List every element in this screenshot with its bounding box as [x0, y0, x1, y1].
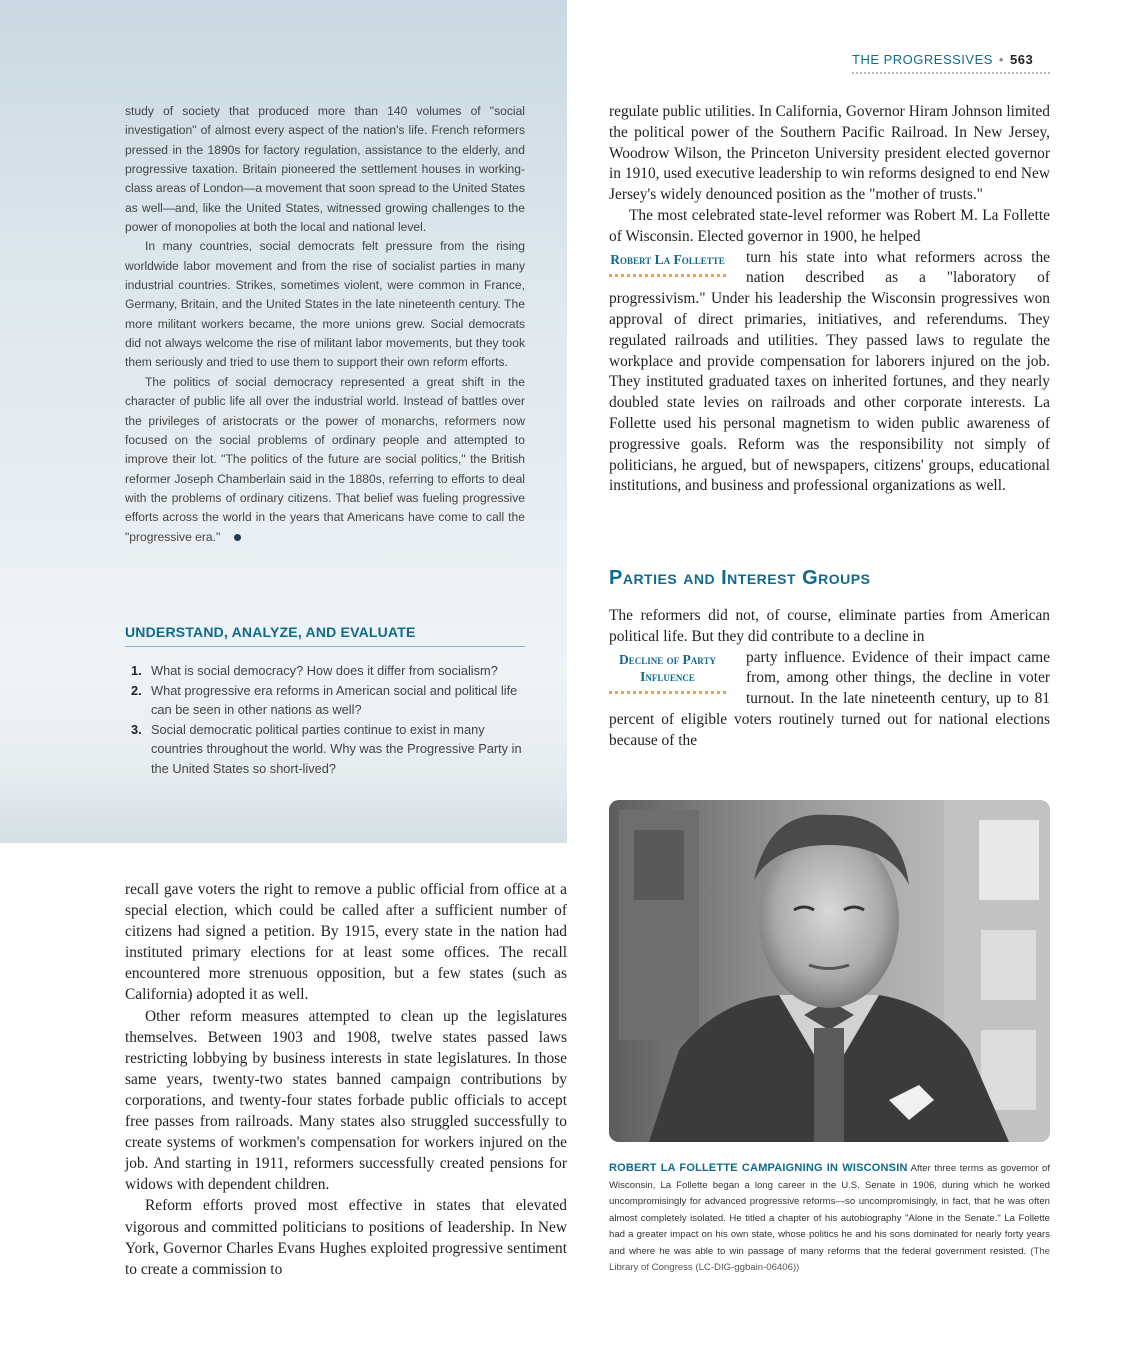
body-paragraph: Reform efforts proved most effective in states that elevated vigorous and committed politicians to positions of leadership. In New York, Governor Charles Evans Hughes exploited progressive sentiment to create a commission to: [125, 1197, 567, 1278]
end-of-feature-bullet: [234, 534, 241, 541]
question-item: [125, 720, 525, 779]
margin-note-la-follette: Robert La Follette: [609, 251, 726, 277]
body-paragraph-text: party influence. Evidence of their impact came from, among other things, the decline in voter turnout. In the late nineteenth century, up to 81 percent of eligible voters routinely turned out for national elections because of the: [609, 648, 1050, 749]
body-paragraph: Other reform measures attempted to clean up the legislatures themselves. Between 1903 and 1908, twelve states passed laws restricting lobbying by business interests in state legislatures. In those same years, twenty-two states banned campaign contributions by corporations, and twenty-four states forbade public officials to accept free passes from railroads. Many states also struggled successfully to create systems of workmen's compensation for workers injured on the job. And starting in 1911, reformers successfully created pensions for widows with dependent children.: [125, 1007, 567, 1194]
photo-illustration: [609, 800, 1050, 1142]
sidebar-feature-text: [125, 102, 525, 547]
running-head: [852, 52, 1052, 67]
sidebar-paragraph-text: The politics of social democracy represented a great shift in the character of public life all over the industrial world. Instead of battles over the privileges of aristocrats or the power of monarchs, reformers now focused on the social problems of ordinary people and attempted to improve their lot. "The politics of the future are social politics," the British reformer Joseph Chamberlain said in the 1880s, referring to efforts to deal with the problems of ordinary citizens. That belief was fueling progressive efforts across the world in the years that Americans have come to call the "progressive era.": [125, 374, 525, 544]
caption-text: After three terms as governor of Wisconsin, La Follette began a long career in the U.S. Senate in 1906, during which he worked uncompromisingly for advanced progressive reforms—so uncompromisingly, in fact, that he was often almost completely isolated. He titled a chapter of his autobiography "Alone in the Senate." La Follette had a greater impact on his own state, whose politics he and his sons dominated for nearly forty years and where he was able to win passage of many reforms that the federal government resisted.: [609, 1163, 1051, 1257]
page-number: 563: [1009, 52, 1034, 67]
photo-caption: [609, 1160, 1050, 1277]
question-number: 1.: [131, 663, 142, 678]
body-paragraph: regulate public utilities. In California, Governor Hiram Johnson limited the political power of the Southern Pacific Railroad. In New Jersey, Woodrow Wilson, the Princeton University president elected governor in 1910, used executive leadership to win reforms designed to end New Jersey's widely denounced position as the "mother of trusts.": [609, 103, 1050, 204]
body-paragraph: [609, 648, 1050, 752]
question-number: 2.: [131, 682, 142, 698]
question-number: 3.: [131, 721, 142, 737]
body-paragraph: [609, 248, 1050, 498]
body-paragraph: The reformers did not, of course, eliminate parties from American political life. But they did contribute to a decline in: [609, 607, 1050, 645]
question-text: Social democratic political parties continue to exist in many countries throughout the world. Why was the Progressive Party in the United States so short-lived?: [151, 721, 522, 776]
review-questions: [125, 661, 525, 778]
question-text: What progressive era reforms in American social and political life can be seen in other nations as well?: [151, 682, 518, 717]
review-heading: UNDERSTAND, ANALYZE, AND EVALUATE: [125, 624, 416, 640]
caption-credit: (The Library of Congress (LC-DIG-ggbain-06406)): [609, 1245, 1050, 1273]
running-head-rule: [852, 72, 1050, 74]
sidebar-paragraph: study of society that produced more than 140 volumes of "social investigation" of almost every aspect of the nation's life. French reformers pressed in the 1890s for factory regulation, assistance to the elderly, and progressive taxation. Britain pioneered the settlement houses in working-class areas of London—a movement that soon spread to the United States as well—and, like the United States, witnessed growing challenges to the power of monopolies at both the local and national level.: [125, 104, 526, 235]
question-item: [125, 681, 525, 720]
right-column-text-2: [609, 606, 1050, 752]
margin-note-party-influence: Decline of Party Influence: [609, 651, 726, 694]
caption-title: ROBERT LA FOLLETTE CAMPAIGNING IN WISCONSIN: [609, 1162, 908, 1174]
body-paragraph-text: turn his state into what reformers across the nation described as a "laboratory of progressivism." Under his leadership the Wisconsin progressives won approval of direct primaries, initiatives, and referendums. They regulated railroads and utilities. They passed laws to regulate the workplace and provide compensation for laborers injured on the job. They instituted graduated taxes on inherited fortunes, and they nearly doubled state levies on railroads and other corporate interests. La Follette used his personal magnetism to widen public awareness of progressive goals. Reform was the responsibility not simply of politicians, he argued, but of newspapers, citizens' groups, educational institutions, and business and professional organizations as well.: [609, 248, 1050, 495]
sidebar-paragraph: [125, 373, 525, 547]
section-heading: Parties and Interest Groups: [609, 567, 871, 589]
separator-dot: •: [998, 52, 1004, 67]
body-paragraph: The most celebrated state-level reformer was Robert M. La Follette of Wisconsin. Elected governor in 1900, he helped: [609, 206, 1050, 245]
body-paragraph: recall gave voters the right to remove a public official from office at a special election, which could be called after a sufficient number of citizens had signed a petition. By 1915, every state in the nation had instituted primary elections for at least some offices. The recall encountered more strenuous opposition, but a few states (such as California) adopted it as well.: [125, 881, 567, 1004]
sidebar-paragraph: In many countries, social democrats felt pressure from the rising worldwide labor movement and from the rise of socialist parties in many industrial countries. Strikes, sometimes violent, were common in France, Germany, Britain, and the United States in the late nineteenth century. The more militant workers became, the more unions grew. Social democrats did not always welcome the rise of militant labor movements, but they took them seriously and tried to use them to support their own reform efforts.: [125, 239, 525, 370]
right-column-text: [609, 102, 1050, 497]
question-item: [125, 661, 525, 681]
running-title: THE PROGRESSIVES: [852, 52, 993, 67]
question-text: What is social democracy? How does it differ from socialism?: [151, 663, 498, 678]
left-column-text: [125, 879, 567, 1280]
la-follette-photo: [609, 800, 1050, 1142]
review-heading-rule: [125, 646, 525, 647]
